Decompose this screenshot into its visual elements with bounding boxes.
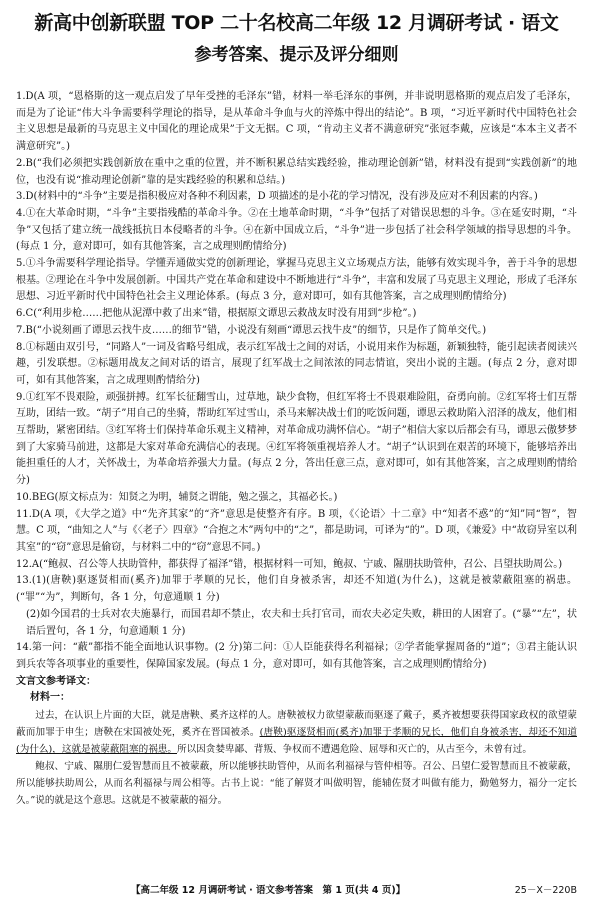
answer-3: 3.D(材料中的“斗争”主要是指积极应对各种不利因素，D 项描述的是小花的学习情况，没有涉及应对不利因素的内容。) (16, 191, 538, 203)
answer-12: 12.A(“鲍叔、召公等人扶助管仲，都获得了福泽”错，根据材料一可知，鲍叔、宁戚、隰朋扶助管仲，召公、吕望扶助周公。) (16, 558, 563, 570)
answer-10: 10.BEG(原文标点为：知贤之为明，辅贤之谓能，勉之强之，其福必长。) (16, 491, 338, 503)
translation-paragraph-2: 鲍叔、宁戚、隰朋仁爱智慧而且不被蒙蔽，所以能够扶助管仲，从而名利福禄与管仲相等。召公、吕望仁爱智慧而且不被蒙蔽，所以能够扶助周公，从而名利福禄与周公相等。古书上说：“能了解贤才叫做明智，能辅佐贤才叫做有能力，勤勉努力，福分一定长久。”说的就是这个意思。这就是不被蒙蔽的福分。 (16, 761, 577, 807)
footer-exam-code: 25－X－220B (514, 885, 577, 896)
answer-4: 4.①在大革命时期，“斗争”主要指残酷的革命斗争。②在土地革命时期，“斗争”包括了对错误思想的斗争。③在延安时期，“斗争”又包括了建立统一战线抵抗日本侵略者的斗争。④在新中国成立后，“斗争”进一步包括了社会科学领域的指导思想的斗争。(每点 1 分，意对即可，如有其他答案，言之成理则酌情给分) (16, 207, 577, 253)
answer-11: 11.D(A 项，《大学之道》中“先齐其家”的“齐”意思是使整齐有序。B 项，《〈论语〉十二章》中“知者不惑”的“知”同“智”，智慧。C 项，“曲知之人”与《〈老子〉四章》“合抱之木”两句中的“之”，都是助词，可译为“的”。D 项，《兼爱》中“故窃异室以利其室”的“窃”意思是偷窃，与材料二中的“窃”意思不同。) (16, 508, 577, 553)
answer-9: 9.①红军不畏艰险，顽强拼搏。红军长征翻雪山，过草地，缺少食物，但红军将士不畏艰难险阻，奋勇向前。②红军将士们互帮互助，团结一致。“胡子”用自己的坐骑，帮助红军过雪山，杀马来解决战士们的吃饭问题，谭思云救助陷入沼泽的战友，他们相互帮助，紧密团结。③红军将士们保持革命乐观主义精神，对革命成功满怀信心。“胡子”相信大家以后都会有马，谭思云傲梦梦到了大家骑马前进，这都是大家对革命充满信心的表现。④红军将领重视培养人才。“胡子”认识到在艰苦的环境下，能够培养出能担重任的人才，关怀战士，为革命培养强大力量。(每点 2 分，答出任意三点，意对即可，如有其他答案，言之成理则酌情给分) (16, 391, 577, 487)
translation-paragraph-1 (16, 707, 577, 758)
answer-1: 1.D(A 项，“恩格斯的这一观点启发了早年受挫的毛泽东”错，材料一举毛泽东的事例，并非说明恩格斯的观点启发了毛泽东，而是为了论证“伟大斗争需要科学理论的指导，是从革命斗争血与火的淬炼中得出的结论”。B 项，“习近平新时代中国特色社会主义思想是最新的马克思主义中国化的理论成果”于文无据。C 项，“肯动主义者不满意研究”张冠李戴，应该是“本本主义者不满意研究”。) (16, 91, 577, 153)
answer-2: 2.B(“我们必须把实践创新放在重中之重的位置，并不断积累总结实践经验，推动理论创新”错，材料没有提到“实践创新”的地位，也没有说“推动理论创新”靠的是实践经验的积累和总结。) (16, 157, 577, 186)
answer-6: 6.C(“利用步枪……把他从泥潭中救了出来”错，根据原文谭思云救战友时没有用到“步枪”。) (16, 308, 417, 320)
answer-7: 7.B(“小说刻画了谭思云找牛皮……的细节”错，小说没有刻画“谭思云找牛皮”的细节，只是作了简单交代。) (16, 324, 487, 336)
answer-13-part-1 (16, 573, 577, 606)
answer-13 (16, 573, 577, 640)
answer-14: 14.第一问：“蔽”都指不能全面地认识事物。(2 分)第二问：①人臣能获得名利福禄；②学者能掌握周备的“道”；③君主能认识到兵农等各项事业的重要性，保障国家发展。(每点 1 分，意对即可，如有其他答案，言之成理则酌情给分) (16, 642, 577, 670)
answer-5: 5.①斗争需要科学理论指导。学懂弄通做实党的创新理论，掌握马克思主义立场观点方法，能够有效实现斗争，善于斗争的思想根基。②理论在斗争中发展创新。中国共产党在革命和建设中不断地进行“斗争”，丰富和发展了马克思主义理论，形成了毛泽东思想、习近平新时代中国特色社会主义理论体系。(每点 3 分，意对即可，如有其他答案，言之成理则酌情给分) (16, 258, 577, 303)
translation-p1-end: 所以因贪婪卑鄙、背叛、争权而不遭遇危险、屈辱和灭亡的，从古至今，未曾有过。 (177, 744, 532, 756)
translation-p1-start: 过去，在认识上片面的大臣，就是唐鞅、奚齐这样的人。唐鞅被权力欲望蒙蔽而驱逐了戴子，奚齐被想要获得国家政权的欲望蒙蔽而加罪于申生；唐鞅在宋国被处死，奚齐在晋国被杀。 (16, 710, 577, 739)
translation-p1-underlined: (唐鞅)驱逐贤相而(奚齐)加罪于孝顺的兄长，他们自身被杀害，却还不知道(为什么)，这就是被蒙蔽阻塞的祸患。 (16, 727, 577, 756)
page-title: 新高中创新联盟 TOP 二十名校高二年级 12 月调研考试 · 语文 (34, 12, 559, 34)
material-1-label: 材料一： (30, 692, 70, 704)
answer-13-part-1-text: (1)(唐鞅)驱逐贤相而(奚齐)加罪于孝顺的兄长，他们自身被杀害，却还不知道(为什么)，这就是被蒙蔽阻塞的祸患。(“罪”“为”，判断句，各 1 分，句意通顺 1 分) (16, 575, 577, 604)
answer-8: 8.①标题由双引号，“同路人”一词及省略号组成，表示红军战士之间的对话，小说用来作为标题，新颖独特，能引起读者阅读兴趣，引发联想。②标题用战友之间对话的语言，展现了红军战士之间浓浓的同志情谊，突出小说的主题。(每点 2 分，意对即可，如有其他答案，言之成理则酌情给分) (16, 341, 577, 386)
footer-page-info: 【高二年级 12 月调研考试 · 语文参考答案 第 1 页(共 4 页)】 (131, 885, 406, 896)
answer-13-part-2: (2)如今国君的士兵对农夫施暴行，而国君却不禁止，农夫和士兵打官司，而农夫必定失败，耕田的人困窘了。(“暴”“左”，状语后置句，各 1 分，句意通顺 1 分) (26, 608, 577, 637)
page-subtitle: 参考答案、提示及评分细则 (194, 45, 399, 65)
answers-body (16, 89, 577, 809)
answer-13-number: 13. (16, 575, 32, 587)
translation-title: 文言文参考译文： (16, 675, 96, 687)
